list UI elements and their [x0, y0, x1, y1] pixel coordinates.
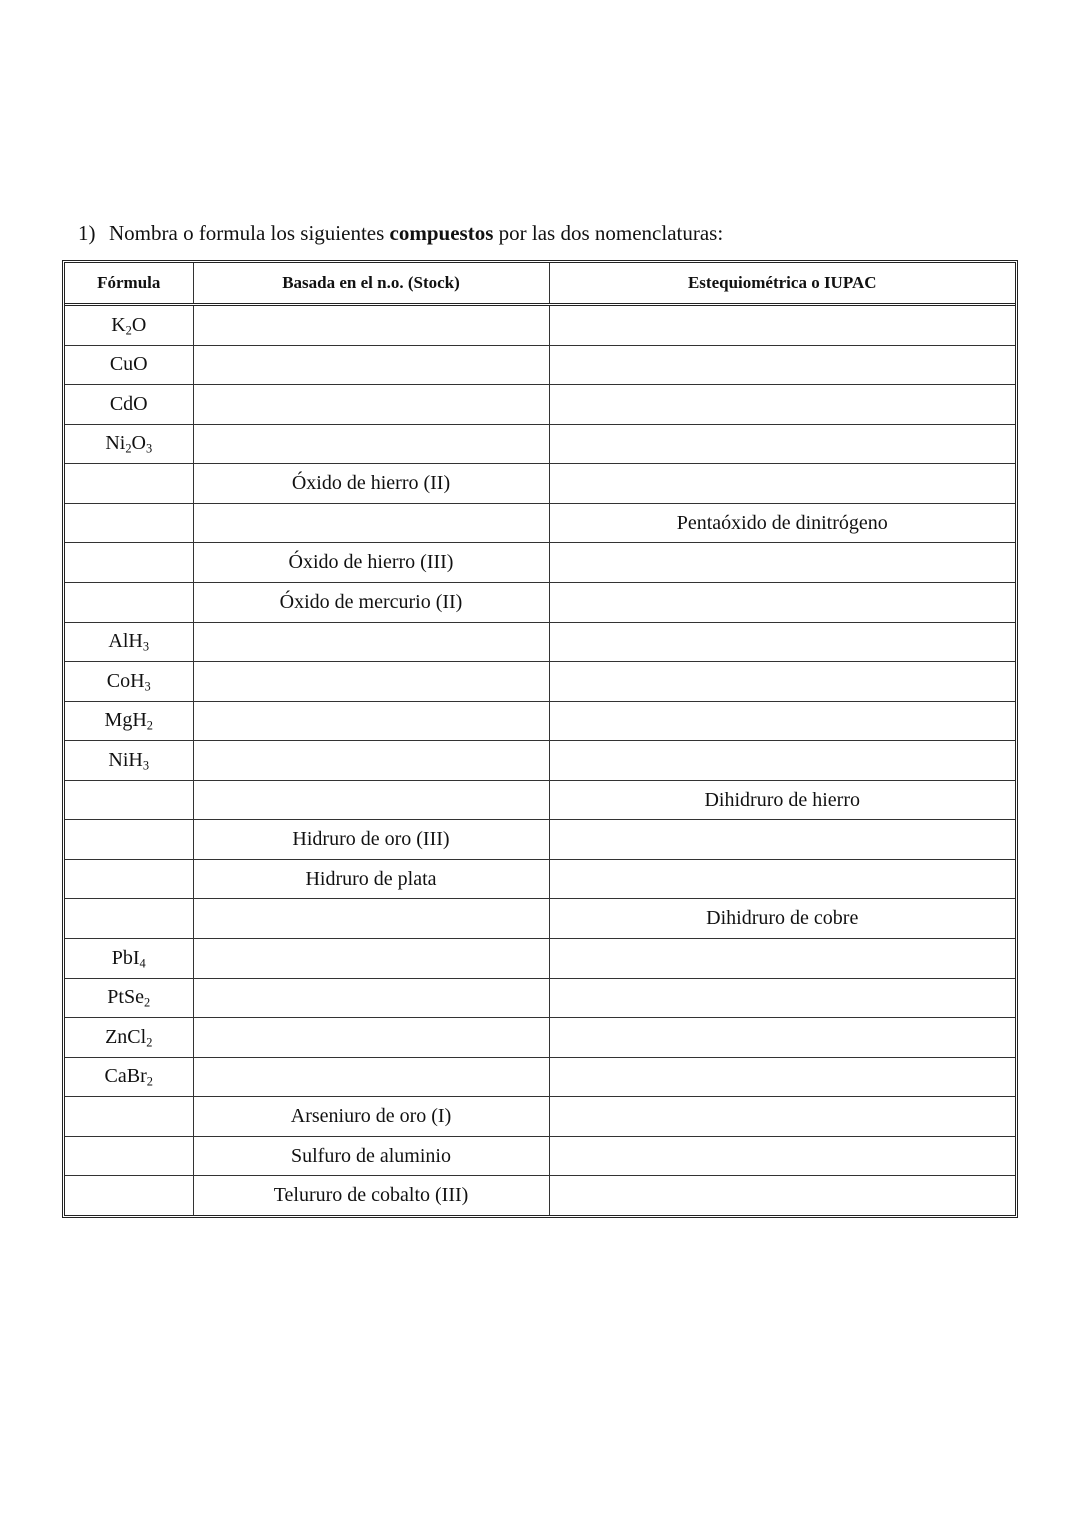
table-row: [65, 543, 1015, 583]
formula-subscript: 2: [143, 995, 151, 1010]
formula-subscript: 2: [146, 1074, 153, 1089]
iupac-name-cell[interactable]: [549, 820, 1015, 860]
iupac-name-cell[interactable]: [549, 939, 1015, 979]
iupac-name-cell[interactable]: [549, 543, 1015, 583]
header-iupac: Estequiométrica o IUPAC: [549, 263, 1015, 305]
stock-name-cell[interactable]: [193, 345, 549, 385]
formula-part: CdO: [109, 392, 148, 415]
iupac-name-cell[interactable]: [549, 345, 1015, 385]
iupac-name-cell[interactable]: [549, 622, 1015, 662]
table-row: [65, 662, 1015, 702]
table-row: [65, 1176, 1015, 1215]
formula-cell[interactable]: [65, 1176, 193, 1215]
stock-name-cell[interactable]: Óxido de hierro (III): [193, 543, 549, 583]
formula-part: CaBr: [104, 1065, 147, 1088]
formula-part: CuO: [109, 353, 148, 376]
table-row: [65, 741, 1015, 781]
stock-name-cell[interactable]: [193, 385, 549, 425]
table-row: [65, 622, 1015, 662]
table-row: [65, 1097, 1015, 1137]
formula-cell[interactable]: [65, 899, 193, 939]
exercise-number: 1): [78, 221, 96, 245]
iupac-name-cell[interactable]: [549, 424, 1015, 464]
formula-subscript: 2: [125, 323, 132, 338]
formula-part: CoH: [106, 669, 145, 692]
table-row: [65, 1018, 1015, 1058]
formula-cell[interactable]: [65, 780, 193, 820]
table-row: [65, 503, 1015, 543]
iupac-name-cell[interactable]: [549, 1018, 1015, 1058]
iupac-name-cell[interactable]: [549, 662, 1015, 702]
exercise-instruction: [78, 219, 723, 247]
formula-subscript: 3: [142, 758, 150, 773]
formula-cell[interactable]: [65, 345, 193, 385]
stock-name-cell[interactable]: [193, 899, 549, 939]
stock-name-cell[interactable]: Arseniuro de oro (I): [193, 1097, 549, 1137]
stock-name-cell[interactable]: [193, 424, 549, 464]
formula-cell[interactable]: [65, 1097, 193, 1137]
formula-part: Ni: [105, 432, 126, 455]
iupac-name-cell[interactable]: [549, 701, 1015, 741]
iupac-name-cell[interactable]: [549, 305, 1015, 346]
stock-name-cell[interactable]: [193, 939, 549, 979]
stock-name-cell[interactable]: [193, 741, 549, 781]
formula-part: K: [111, 313, 126, 336]
formula-cell[interactable]: [65, 622, 193, 662]
formula-subscript: 3: [142, 639, 150, 654]
table-header-row: [65, 263, 1015, 305]
table-row: [65, 305, 1015, 346]
stock-name-cell[interactable]: Sulfuro de aluminio: [193, 1136, 549, 1176]
formula-part: MgH: [104, 709, 147, 732]
stock-name-cell[interactable]: [193, 701, 549, 741]
table-row: [65, 1136, 1015, 1176]
formula-part: O: [131, 432, 146, 455]
stock-name-cell[interactable]: [193, 503, 549, 543]
table-row: [65, 899, 1015, 939]
stock-name-cell[interactable]: [193, 662, 549, 702]
stock-name-cell[interactable]: Hidruro de plata: [193, 859, 549, 899]
formula-cell[interactable]: [65, 741, 193, 781]
iupac-name-cell[interactable]: [549, 1176, 1015, 1215]
table-row: [65, 582, 1015, 622]
stock-name-cell[interactable]: [193, 978, 549, 1018]
iupac-name-cell[interactable]: [549, 978, 1015, 1018]
table-row: [65, 820, 1015, 860]
formula-cell[interactable]: [65, 385, 193, 425]
formula-cell[interactable]: [65, 582, 193, 622]
table-row: [65, 345, 1015, 385]
instruction-bold-word: compuestos: [389, 221, 494, 245]
stock-name-cell[interactable]: Hidruro de oro (III): [193, 820, 549, 860]
formula-cell[interactable]: [65, 424, 193, 464]
formula-subscript: 4: [139, 956, 146, 971]
formula-part: ZnCl: [105, 1025, 147, 1048]
formula-cell[interactable]: [65, 305, 193, 346]
formula-subscript: 2: [125, 441, 132, 456]
formula-subscript: 2: [146, 718, 153, 733]
table-body: [65, 305, 1015, 1216]
formula-cell[interactable]: [65, 543, 193, 583]
iupac-name-cell[interactable]: Pentaóxido de dinitrógeno: [549, 503, 1015, 543]
table-row: [65, 1057, 1015, 1097]
table-row: [65, 424, 1015, 464]
formula-cell[interactable]: [65, 1136, 193, 1176]
stock-name-cell[interactable]: [193, 780, 549, 820]
formula-cell[interactable]: [65, 464, 193, 504]
iupac-name-cell[interactable]: [549, 741, 1015, 781]
formula-cell[interactable]: [65, 859, 193, 899]
table-row: [65, 464, 1015, 504]
iupac-name-cell[interactable]: [549, 385, 1015, 425]
formula-cell[interactable]: [65, 1018, 193, 1058]
stock-name-cell[interactable]: Óxido de mercurio (II): [193, 582, 549, 622]
iupac-name-cell[interactable]: [549, 582, 1015, 622]
formula-subscript: 2: [146, 1035, 153, 1050]
formula-cell[interactable]: [65, 503, 193, 543]
table-row: [65, 978, 1015, 1018]
formula-subscript: 3: [144, 679, 151, 694]
formula-cell[interactable]: [65, 978, 193, 1018]
formula-part: PtSe: [107, 986, 144, 1009]
iupac-name-cell[interactable]: [549, 859, 1015, 899]
table-row: [65, 939, 1015, 979]
header-formula: Fórmula: [65, 263, 193, 305]
formula-part: AlH: [108, 630, 143, 653]
nomenclature-table: [62, 260, 1018, 1218]
stock-name-cell[interactable]: [193, 1057, 549, 1097]
instruction-text-before: Nombra o formula los siguientes: [109, 221, 390, 245]
iupac-name-cell[interactable]: [549, 1097, 1015, 1137]
stock-name-cell[interactable]: [193, 305, 549, 346]
formula-part: NiH: [108, 748, 143, 771]
iupac-name-cell[interactable]: [549, 1057, 1015, 1097]
formula-cell[interactable]: [65, 1057, 193, 1097]
iupac-name-cell[interactable]: Dihidruro de hierro: [549, 780, 1015, 820]
table-row: [65, 701, 1015, 741]
table-row: [65, 780, 1015, 820]
stock-name-cell[interactable]: [193, 1018, 549, 1058]
stock-name-cell[interactable]: Óxido de hierro (II): [193, 464, 549, 504]
formula-cell[interactable]: [65, 662, 193, 702]
iupac-name-cell[interactable]: [549, 464, 1015, 504]
formula-part: PbI: [111, 946, 140, 969]
iupac-name-cell[interactable]: [549, 1136, 1015, 1176]
header-stock: Basada en el n.o. (Stock): [193, 263, 549, 305]
formula-part: O: [131, 313, 147, 336]
formula-cell[interactable]: [65, 701, 193, 741]
stock-name-cell[interactable]: Telururo de cobalto (III): [193, 1176, 549, 1215]
stock-name-cell[interactable]: [193, 622, 549, 662]
formula-cell[interactable]: [65, 939, 193, 979]
iupac-name-cell[interactable]: Dihidruro de cobre: [549, 899, 1015, 939]
instruction-text-after: por las dos nomenclaturas:: [493, 221, 724, 245]
formula-subscript: 3: [145, 441, 153, 456]
formula-cell[interactable]: [65, 820, 193, 860]
table-row: [65, 859, 1015, 899]
table-row: [65, 385, 1015, 425]
